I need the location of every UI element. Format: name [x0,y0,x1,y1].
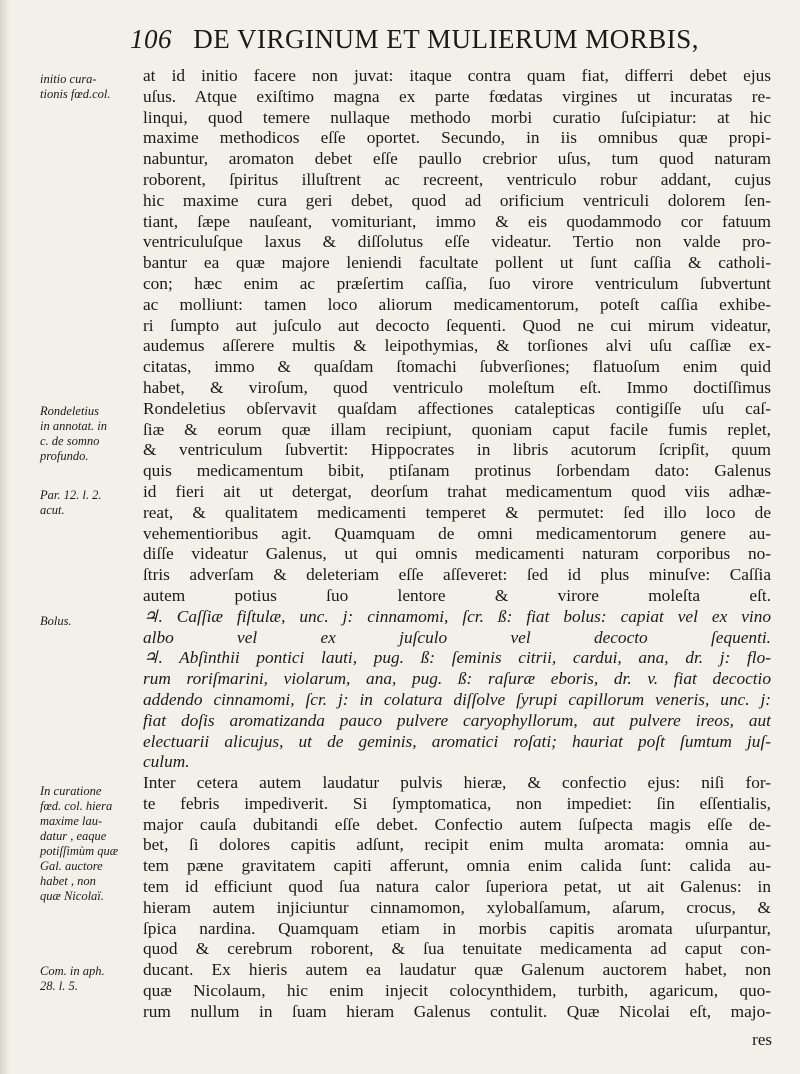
text-line: quæ Nicolaum, hic enim injecit colocynthidem, turbith, agaricum, quo- [143,981,771,1001]
text-line: major cauſa dubitandi eſſe debet. Confectio autem ſuſpecta magis eſſe de- [143,814,771,834]
running-title: DE VIRGINUM ET MULIERUM MORBIS, [193,24,700,54]
text-line: bantur ea quæ majore leniendi facultate pollent ut ſunt caſſia & catholi- [143,253,771,273]
page-header [130,24,770,55]
recipe [143,607,771,649]
margin-note: Com. in aph. 28. l. 5. [40,964,105,993]
body-text [143,66,771,1023]
text-line: tem id efficiunt quod ſua natura calor ſuperiora petat, ut ait Galenus: in [143,877,771,897]
text-line: quis medicamentum bibit, ptiſanam protinus ſorbendam dato: Galenus [143,461,771,481]
text-line: diſſe videatur Galenus, ut qui omnis medicamenti naturam corporibus no- [143,544,771,564]
text-line: Rondeletius obſervavit quaſdam affectiones catalepticas contigiſſe uſu caſ- [143,398,771,418]
text-line: addendo cinnamomi, ſcr. j: in colatura diſſolve ſyrupi capillorum veneris, unc. j: [143,689,771,709]
text-line: hieram autem injiciuntur cinnamomon, xylobalſamum, aſarum, crocus, & [143,897,771,917]
margin-note: Rondeletius in annotat. in c. de somno profundo. [40,404,108,463]
text-line: uſus. Atque exiſtimo magna ex parte fœdatas virgines ut incuratas re- [143,86,771,106]
margin-note: Par. 12. l. 2. acut. [40,488,102,517]
text-line: at id initio facere non juvat: itaque contra quam fiat, differri debet ejus [143,66,771,85]
text-line: ſiæ & eorum quæ illam recipiunt, quoniam caput facile fumis replet, [143,419,771,439]
text-line: ventriculuſque laxus & diſſolutus eſſe videatur. Tertio non valde pro- [143,232,771,252]
margin-note: Bolus. [40,614,72,628]
text-line: maxime methodicos eſſe oportet. Secundo, in iis omnibus quæ propi- [143,128,771,148]
text-line: electuarii alicujus, ut de geminis, aromatici roſati; hauriat poſt ſumtum juſ- [143,731,771,751]
margin-notes [0,0,135,1074]
text-line: hic maxime cura geri debet, quod ad orificium ventriculi dolorem ſen- [143,190,771,210]
text-line: & ventriculum ſubvertit: Hippocrates in libris acutorum ſcripſit, quum [143,440,771,460]
margin-note: initio cura- tionis fœd.col. [40,72,111,101]
text-line: rum nullum in ſuam hieram Galenus contulit. Quæ Nicolai eſt, majo- [143,1001,771,1021]
text-line: roborent, ſpiritus illuſtrent ac recreent, ventriculo robur addant, cujus [143,169,771,189]
text-line: ſtris adverſam & deleteriam eſſe aſſeveret: ſed id plus minuſve: Caſſia [143,565,771,585]
text-line: ſpica nardina. Quamquam etiam in morbis capitis aromata uſurpantur, [143,918,771,938]
text-line: reat, & qualitatem medicamenti temperet & permutet: ſed illo loco de [143,502,771,522]
text-line: quod & cerebrum roborent, & ſua tenuitate medicamenta ad caput con- [143,939,771,959]
text-line: citatas, immo & quaſdam ſtomachi ſubverſiones; flatuoſum enim quid [143,357,771,377]
text-line: ducant. Ex hieris autem ea laudatur quæ Galenum auctorem habet, non [143,960,771,980]
text-line: albo vel ex juſculo vel decocto ſequenti. [143,627,771,647]
text-line: bet, ſi dolores capitis adſunt, recipit enim multa aromata: omnia au- [143,835,771,855]
recipe [143,648,771,773]
text-line: tem pæne gravitatem capiti afferunt, omnia enim calida ſunt: calida au- [143,856,771,876]
text-line: fiat doſis aromatizanda pauco pulvere caryophyllorum, aut pulvere ireos, aut [143,710,771,730]
text-line: ♃. Caſſiæ fiſtulæ, unc. j: cinnamomi, ſcr. ß: fiat bolus: capiat vel ex vino [143,606,771,626]
text-line: vehementioribus agit. Quamquam de omni medicamentorum genere au- [143,523,771,543]
text-line: ac molliunt: tamen loco aliorum medicamentorum, poteſt caſſia exhibe- [143,294,771,314]
text-line: habet, & viroſum, quod ventriculo moleſtum eſt. Immo doctiſſimus [143,377,771,397]
text-line: culum. [143,752,190,772]
text-line: rum roriſmarini, violarum, ana, pug. ß: raſuræ eboris, dr. v. fiat decoctio [143,669,771,689]
text-line: id fieri ait ut detergat, deorſum trahat medicamentum quod viis adhæ- [143,481,771,501]
text-line: linqui, quod temere nullaque methodo morbi curatio ſuſcipiatur: at hic [143,107,771,127]
page-number: 106 [130,24,172,54]
text-line: ri ſumpto aut juſculo aut decocto ſequenti. Quod ne cui mirum videatur, [143,315,771,335]
text-line: Inter cetera autem laudatur pulvis hieræ, & confectio ejus: niſi for- [143,773,771,793]
catchword: res [752,1030,772,1049]
text-line: audemus aſſerere multis & leipothymias, & torſiones alvi uſu caſſiæ ex- [143,336,771,356]
text-line: ♃. Abſinthii pontici lauti, pug. ß: ſeminis citrii, cardui, ana, dr. j: flo- [143,648,771,668]
margin-note: In curatione fœd. col. hiera maxime lau- datur , eaque potiſſimùm quæ Gal. auctore habet , non quæ Nicolaï. [40,784,119,903]
text-line: te febris impediverit. Si ſymptomatica, non impediet: ſin eſſentialis, [143,793,771,813]
text-line: autem potius ſuo lentore & virore moleſta eſt. [143,585,771,605]
paragraph [143,773,771,1023]
text-line: con; hæc enim ac præſertim caſſia, ſuo virore ventriculum ſubvertunt [143,273,771,293]
text-line: nabuntur, aromaton debet eſſe paullo crebrior uſus, tum quod naturam [143,149,771,169]
paragraph [143,66,771,607]
text-line: tiant, ſæpe nauſeant, vomituriant, immo & eis quodammodo cor fatuum [143,211,771,231]
